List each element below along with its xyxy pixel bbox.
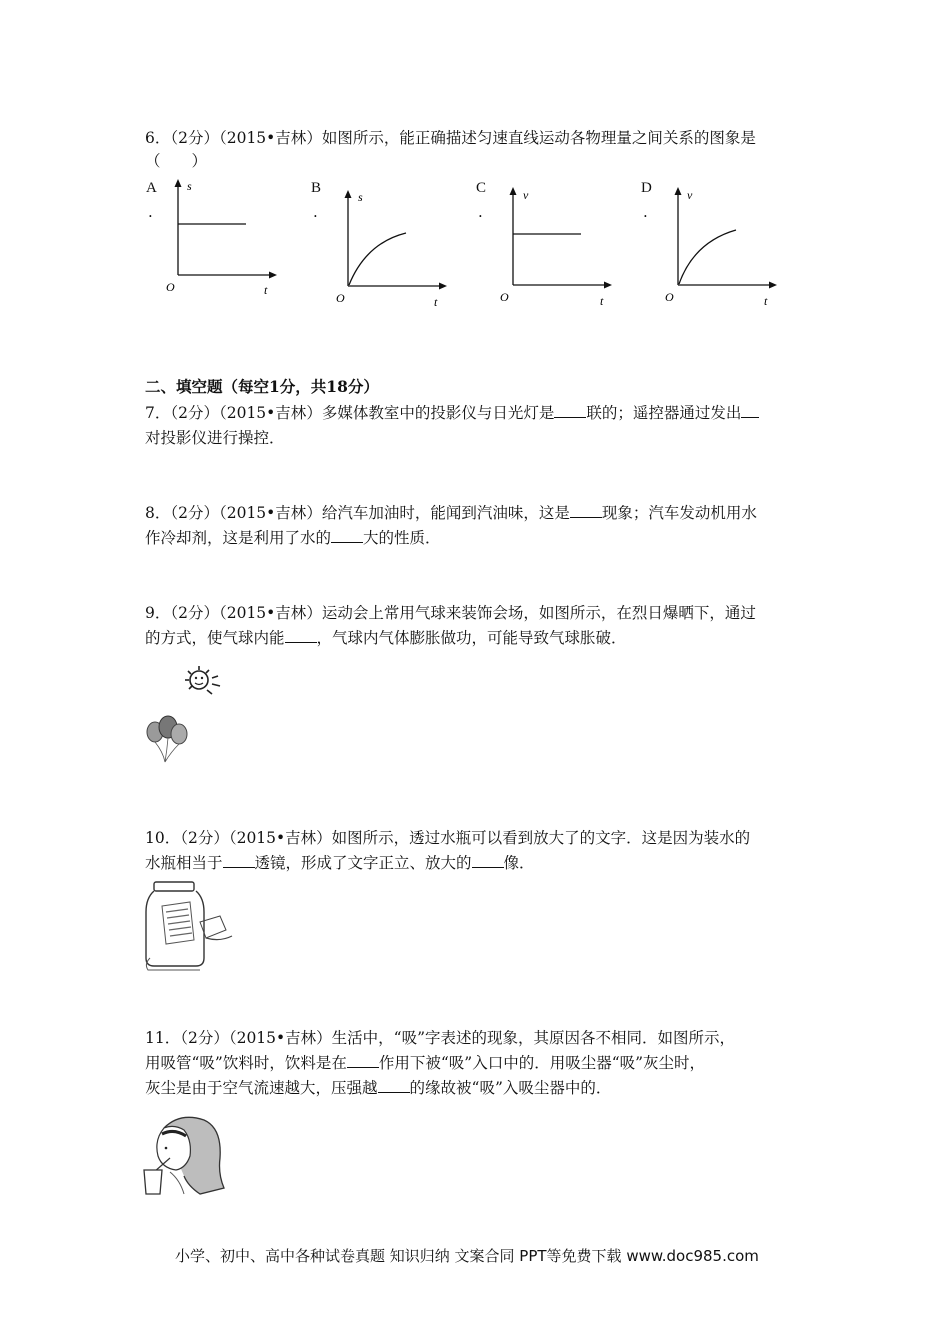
graph-b <box>330 185 450 310</box>
q9-text-b: ，气球内气体膨胀做功，可能导致气球胀破． <box>316 629 627 647</box>
graph-a-xlabel: t <box>264 283 268 297</box>
graph-c-origin: O <box>500 290 509 304</box>
q11-line1: 11．（2分）（2015•吉林）生活中，“吸”字表述的现象，其原因各不相同．如图所示， <box>145 1029 736 1047</box>
q11-text-d: 的缘故被“吸”入吸尘器中的． <box>409 1079 612 1097</box>
q11-text-c: 灰尘是由于空气流速越大，压强越 <box>145 1079 378 1097</box>
child-drinking-picture <box>140 1110 230 1200</box>
q10-blank-1 <box>223 853 255 868</box>
q8-blank-1 <box>570 503 602 518</box>
graph-c-xlabel: t <box>600 294 604 307</box>
graph-d <box>660 182 780 307</box>
q8-blank-2 <box>331 528 363 543</box>
q10-line1: 10．（2分）（2015•吉林）如图所示，透过水瓶可以看到放大了的文字．这是因为装水的 <box>145 829 751 847</box>
q11-blank-1 <box>347 1053 379 1068</box>
q10-text-c: 像． <box>503 854 535 872</box>
q8-text-b: 现象；汽车发动机用水 <box>601 504 757 522</box>
q8-text-a: 8．（2分）（2015•吉林）给汽车加油时，能闻到汽油味，这是 <box>145 504 570 522</box>
section-heading: 二、填空题（每空1分，共18分） <box>145 377 379 396</box>
q9-text-a: 的方式，使气球内能 <box>145 629 285 647</box>
q7-line2: 对投影仪进行操控． <box>145 429 285 447</box>
q10-line2 <box>145 853 535 873</box>
q11-text-a: 用吸管“吸”饮料时，饮料是在 <box>145 1054 347 1072</box>
footer-text: 小学、初中、高中各种试卷真题 知识归纳 文案合同 PPT等免费下载 www.doc985.com <box>175 1247 759 1265</box>
balloons-picture <box>143 712 193 767</box>
q7-blank-2 <box>741 403 759 418</box>
water-bottle-picture <box>140 878 235 973</box>
option-b-letter: B <box>311 180 322 196</box>
q8-line1 <box>145 503 757 523</box>
option-b-dot: . <box>313 203 318 221</box>
q9-line2 <box>145 628 627 648</box>
option-d-dot: . <box>643 203 648 221</box>
q6-line1: 6．（2分）（2015•吉林）如图所示，能正确描述匀速直线运动各物理量之间关系的图象是 <box>145 129 756 147</box>
q10-blank-2 <box>472 853 504 868</box>
q11-blank-2 <box>378 1078 410 1093</box>
graph-b-origin: O <box>336 291 345 305</box>
q7-line1 <box>145 403 759 423</box>
q7-blank-1 <box>554 403 586 418</box>
graph-d-xlabel: t <box>764 294 768 307</box>
option-c-dot: . <box>478 203 483 221</box>
q9-line1: 9．（2分）（2015•吉林）运动会上常用气球来装饰会场，如图所示，在烈日爆晒下，通过 <box>145 604 756 622</box>
sun-picture <box>182 664 224 696</box>
q8-text-d: 大的性质． <box>363 529 441 547</box>
q7-text-a: 7．（2分）（2015•吉林）多媒体教室中的投影仪与日光灯是 <box>145 404 555 422</box>
q8-text-c: 作冷却剂，这是利用了水的 <box>145 529 332 547</box>
q11-line3 <box>145 1078 611 1098</box>
graph-a <box>160 175 280 300</box>
graph-b-ylabel: s <box>358 190 363 204</box>
graph-c-ylabel: v <box>523 188 529 202</box>
q11-line2 <box>145 1053 705 1073</box>
graph-d-ylabel: v <box>687 188 693 202</box>
q9-blank-1 <box>285 628 317 643</box>
option-a-dot: . <box>148 203 153 221</box>
q8-line2 <box>145 528 441 548</box>
q11-text-b: 作用下被“吸”入口中的．用吸尘器“吸”灰尘时， <box>378 1054 706 1072</box>
graph-d-origin: O <box>665 290 674 304</box>
q10-text-a: 水瓶相当于 <box>145 854 223 872</box>
option-a-letter: A <box>146 180 157 196</box>
q6-line2: （ ） <box>145 152 208 170</box>
graph-a-ylabel: s <box>187 179 192 193</box>
option-c-letter: C <box>476 180 487 196</box>
graph-a-origin: O <box>166 280 175 294</box>
q7-text-b: 联的；遥控器通过发出 <box>586 404 742 422</box>
q10-text-b: 透镜，形成了文字正立、放大的 <box>254 854 472 872</box>
graph-b-xlabel: t <box>434 295 438 309</box>
option-d-letter: D <box>641 180 652 196</box>
graph-c <box>495 182 615 307</box>
